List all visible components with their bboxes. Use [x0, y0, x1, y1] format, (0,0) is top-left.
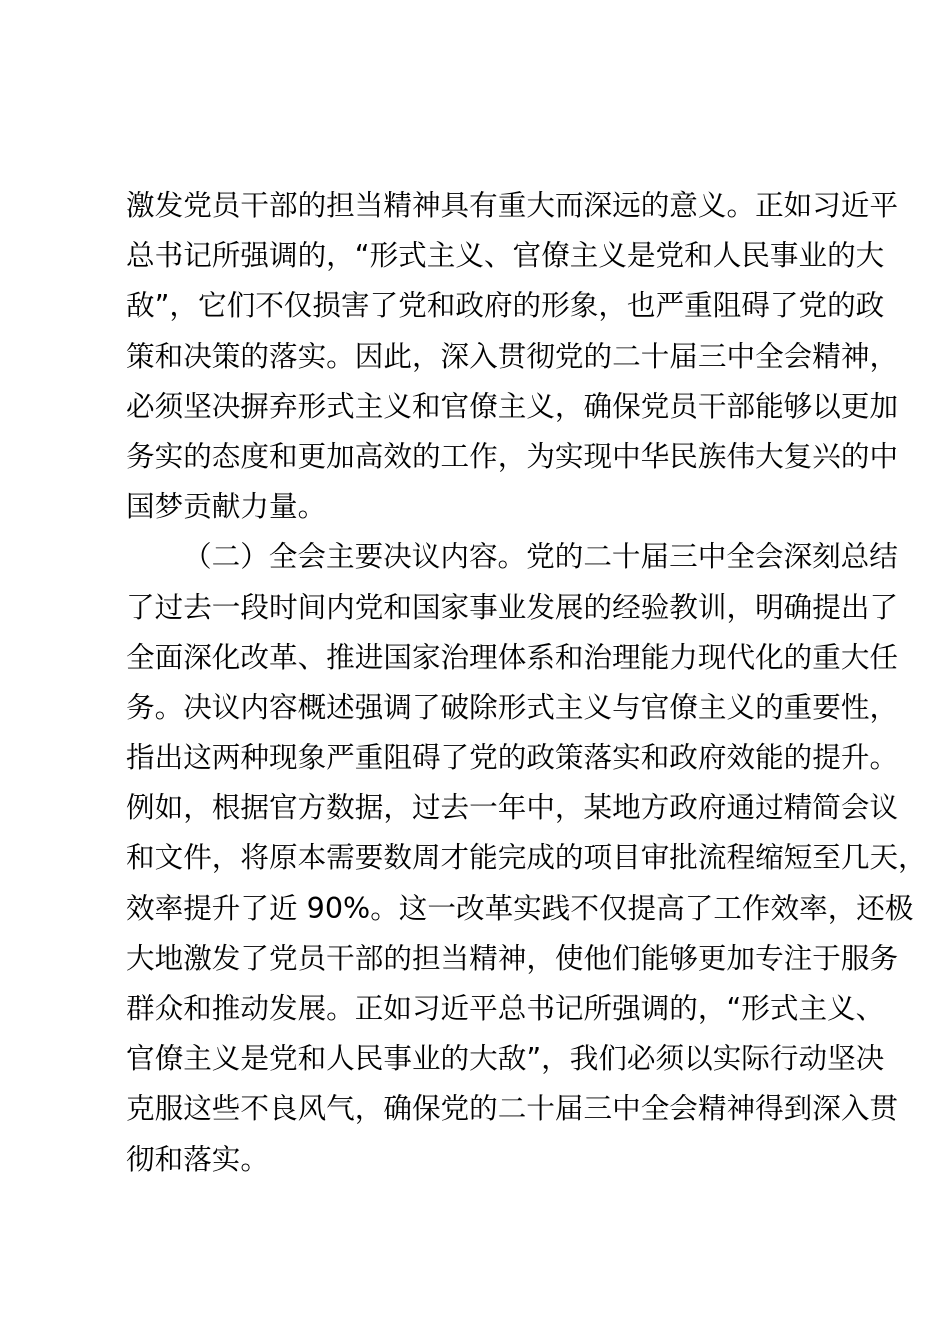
text-line: 效率提升了近 90%。这一改革实践不仅提高了工作效率，还极: [126, 890, 914, 925]
text-line: 和文件，将原本需要数周才能完成的项目审批流程缩短至几天，: [126, 840, 927, 875]
text-line: 国梦贡献力量。: [126, 489, 327, 524]
text-line: [126, 1184, 832, 1234]
text-line: 群众和推动发展。正如习近平总书记所强调的，“形式主义、: [126, 991, 885, 1025]
text-line: 克服这些不良风气，确保党的二十届三中全会精神得到深入贯: [126, 1091, 899, 1126]
text-line: 彻和落实。: [126, 1141, 269, 1176]
text-line: 策和决策的落实。因此，深入贯彻党的二十届三中全会精神，: [126, 338, 899, 373]
paragraph-1: [126, 180, 899, 531]
text-line: 务实的态度和更加高效的工作，为实现中华民族伟大复兴的中: [126, 438, 899, 473]
paragraph-2: [126, 531, 927, 1234]
document-body: [126, 180, 927, 1234]
section-heading-line: （二）全会主要决议内容。党的二十届三中全会深刻总结: [183, 539, 898, 574]
text-line: 务。决议内容概述强调了破除形式主义与官僚主义的重要性，: [126, 689, 899, 724]
text-line: 官僚主义是党和人民事业的大敌”，我们必须以实际行动坚决: [126, 1041, 885, 1076]
text-line: 全面深化改革、推进国家治理体系和治理能力现代化的重大任: [126, 639, 899, 674]
text-line: 必须坚决摒弃形式主义和官僚主义，确保党员干部能够以更加: [126, 388, 899, 423]
text-line: 总书记所强调的，“形式主义、官僚主义是党和人民事业的大: [126, 238, 885, 273]
text-line: 了过去一段时间内党和国家事业发展的经验教训，明确提出了: [126, 589, 899, 624]
text-line: 激发党员干部的担当精神具有重大而深远的意义。正如习近平: [126, 188, 899, 222]
text-line: 大地激发了党员干部的担当精神，使他们能够更加专注于服务: [126, 940, 899, 975]
text-line: 敌”，它们不仅损害了党和政府的形象，也严重阻碍了党的政: [126, 288, 885, 323]
text-line: 例如，根据官方数据，过去一年中，某地方政府通过精简会议: [126, 790, 899, 825]
text-line: 指出这两种现象严重阻碍了党的政策落实和政府效能的提升。: [126, 740, 899, 775]
